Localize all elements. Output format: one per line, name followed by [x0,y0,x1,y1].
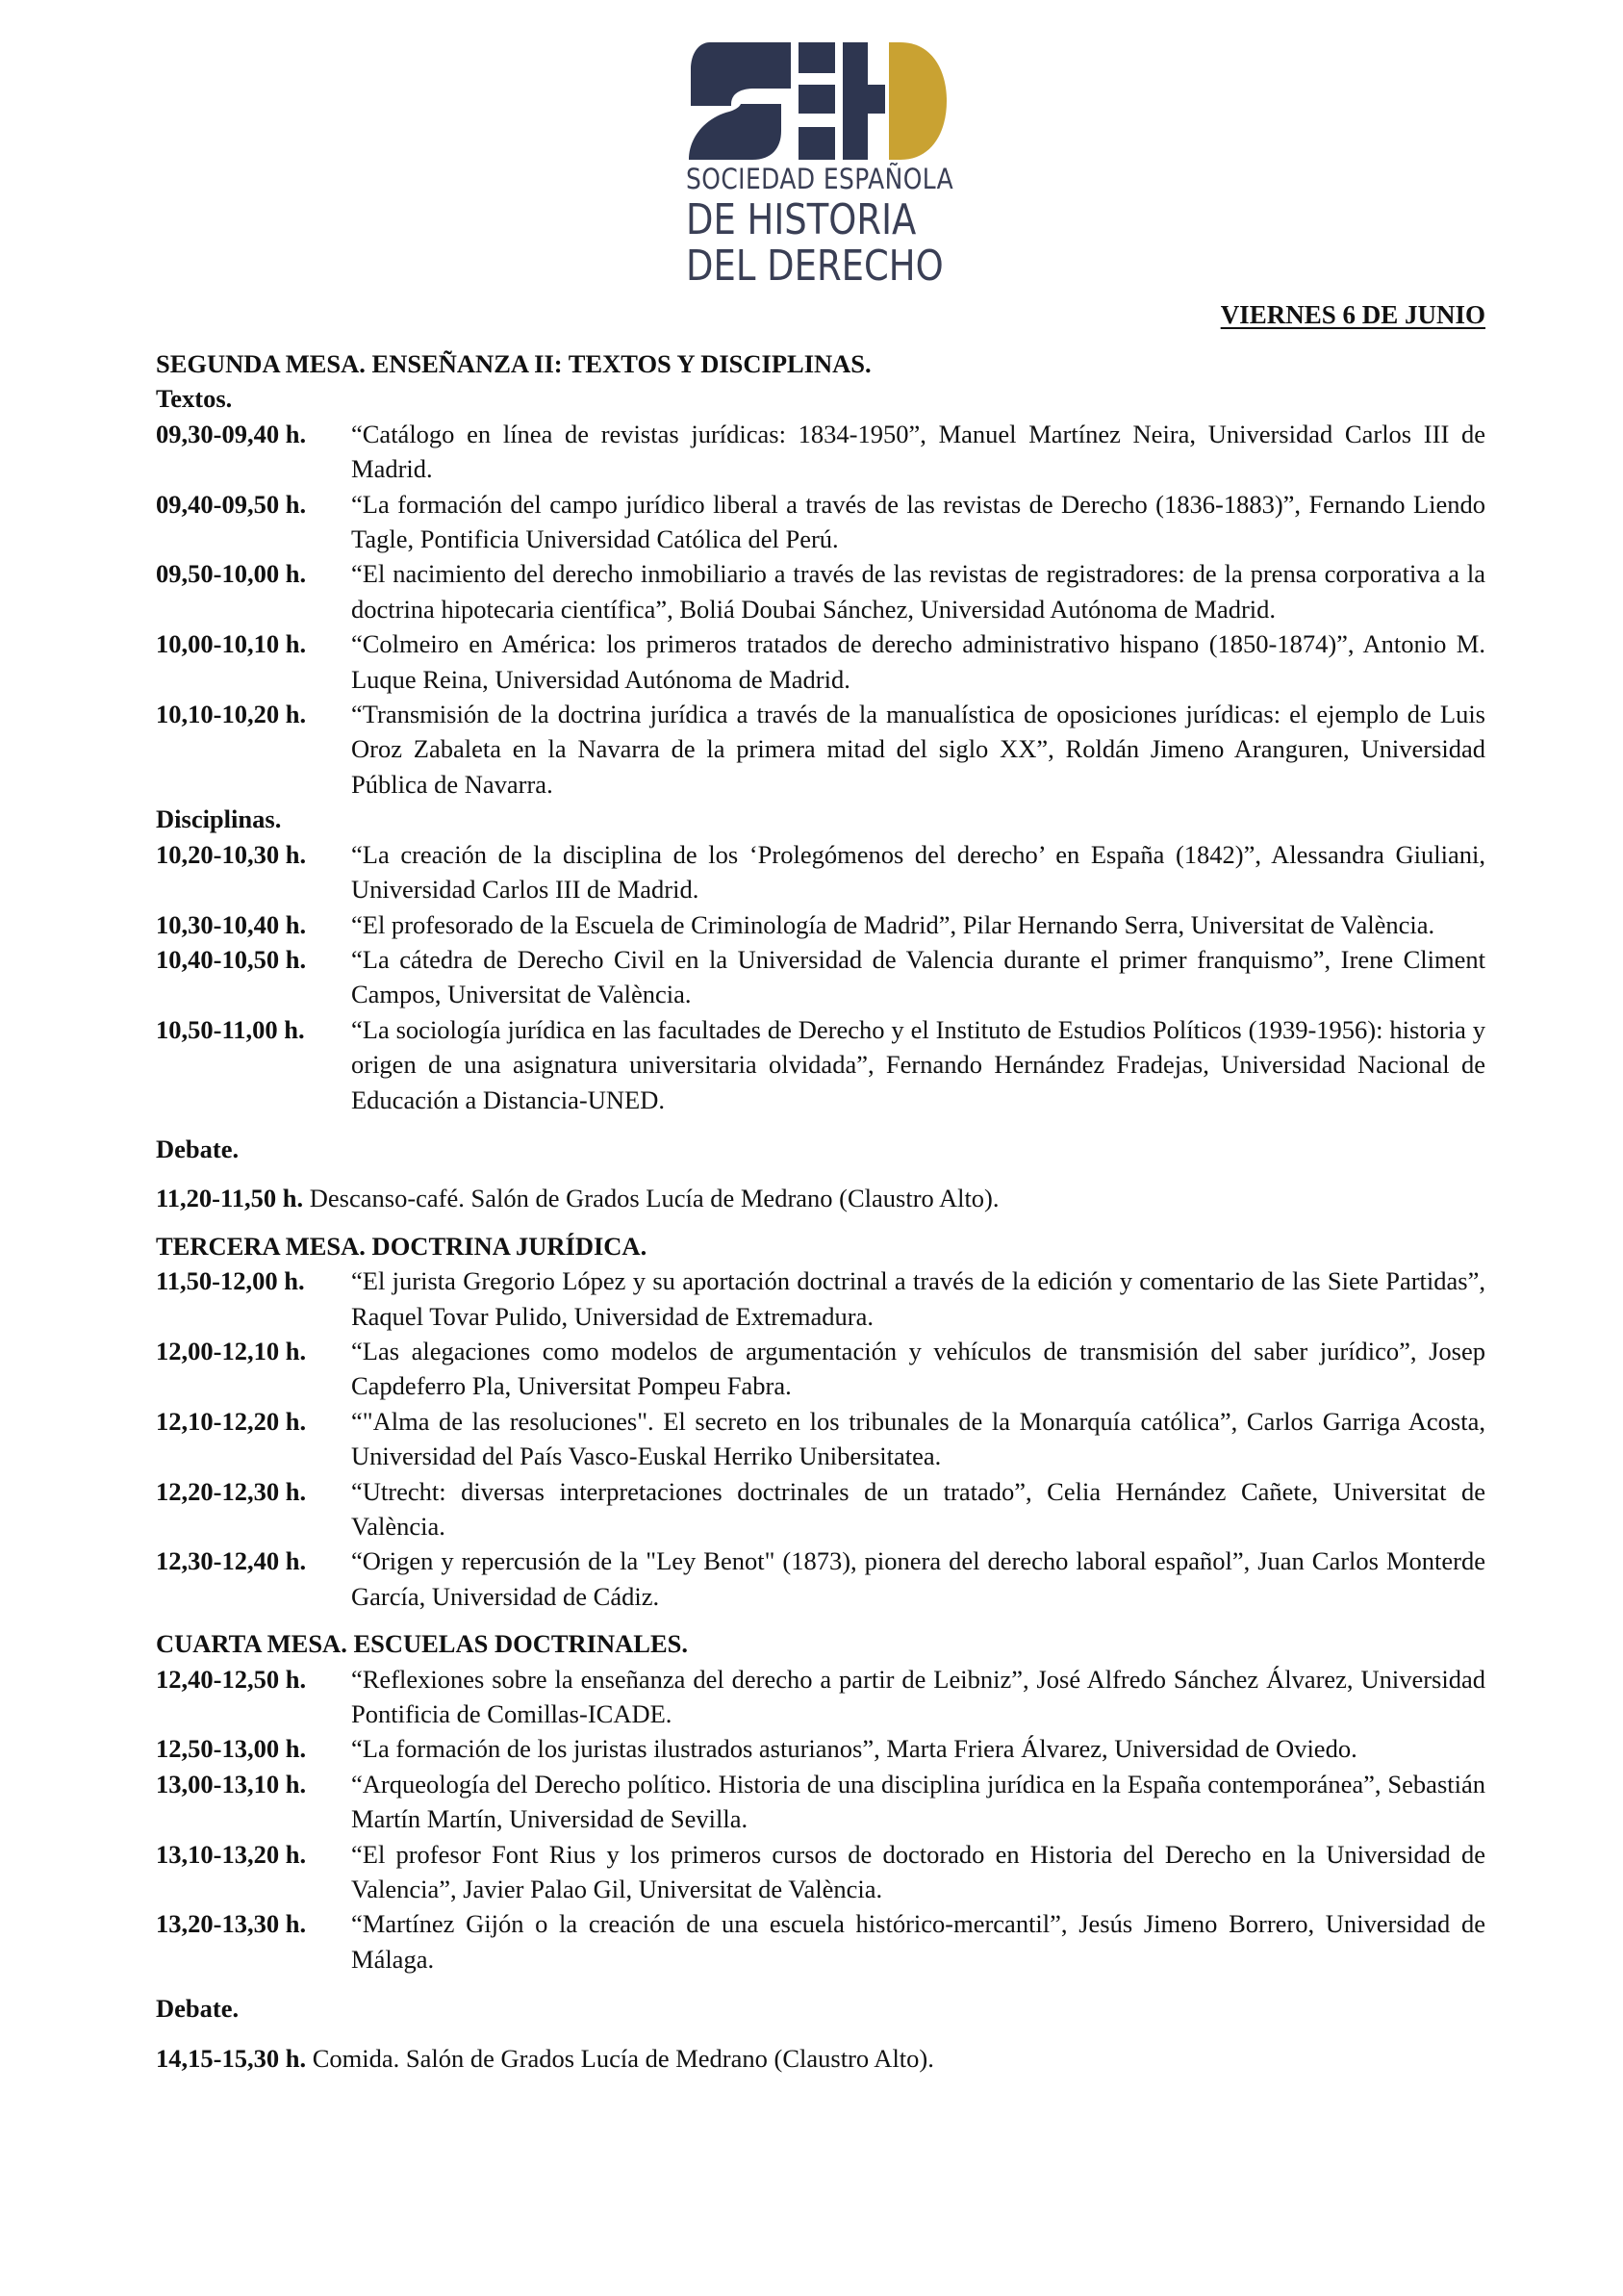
program-entry [156,1731,1485,1766]
program-entry [156,942,1485,1012]
disciplinas-label: Disciplinas. [156,804,282,834]
program-entry [156,1837,1485,1907]
entry-text: “"Alma de las resoluciones". El secreto en los tribunales de la Monarquía católica”, Carlos Garriga Acosta, Universidad del País Vasco-Euskal Herriko Unibersitatea. [351,1406,1485,1471]
logo-line-2: DE HISTORIA [686,195,917,244]
entry-time: 09,40-09,50 h. [156,489,307,519]
program-entry [156,556,1485,626]
entry-time: 13,00-13,10 h. [156,1769,307,1799]
entry-time: 10,30-10,40 h. [156,909,307,939]
lunch-text: Comida. Salón de Grados Lucía de Medrano (Claustro Alto). [312,2043,934,2073]
program-entry [156,907,1485,942]
entry-time: 10,20-10,30 h. [156,839,307,869]
textos-label: Textos. [156,384,233,414]
program-entry [156,1404,1485,1474]
mesa3-title: TERCERA MESA. DOCTRINA JURÍDICA. [156,1231,647,1261]
entry-text: “La sociología jurídica en las facultades de Derecho y el Instituto de Estudios Políticos (1939-1956): historia y origen de una asignatura universitaria olvidada”, Fernando Hernández Fradejas, Universidad Nacional de Educación a Distancia-UNED. [351,1014,1485,1114]
entry-text: “El profesor Font Rius y los primeros cursos de doctorado en Historia del Derecho en la Universidad de Valencia”, Javier Palao Gil, Universitat de València. [351,1839,1485,1904]
sehd-logo [683,35,954,291]
mesa4-title: CUARTA MESA. ESCUELAS DOCTRINALES. [156,1629,688,1659]
program-entry [156,697,1485,802]
entry-text: “Transmisión de la doctrina jurídica a través de la manualística de oposiciones jurídicas: el ejemplo de Luis Oroz Zabaleta en la Navarra de la primera mitad del siglo XX”, Roldán Jimeno Aranguren, Universidad Pública de Navarra. [351,700,1485,799]
program-entry [156,1543,1485,1614]
entry-text: “La formación del campo jurídico liberal a través de las revistas de Derecho (1836-1883)”, Fernando Liendo Tagle, Pontificia Universidad Católica del Perú. [351,489,1485,554]
entry-time: 09,30-09,40 h. [156,419,307,448]
entry-time: 12,00-12,10 h. [156,1336,307,1365]
debate-label: Debate. [156,1134,240,1163]
entry-time: 12,30-12,40 h. [156,1546,307,1576]
entry-time: 10,40-10,50 h. [156,944,307,974]
program-entry [156,1474,1485,1544]
entry-text: “Martínez Gijón o la creación de una escuela histórico-mercantil”, Jesús Jimeno Borrero, Universidad de Málaga. [351,1909,1485,1974]
entry-text: “La formación de los juristas ilustrados asturianos”, Marta Friera Álvarez, Universidad de Oviedo. [351,1734,1357,1764]
entry-text: “Las alegaciones como modelos de argumentación y vehículos de transmisión del saber jurídico”, Josep Capdeferro Pla, Universitat Pompeu Fabra. [351,1336,1485,1401]
sehd-logo-mark [683,35,952,166]
entry-text: “Catálogo en línea de revistas jurídicas: 1834-1950”, Manuel Martínez Neira, Universidad Carlos III de Madrid. [351,419,1485,484]
program-content [156,346,1485,2076]
entry-time: 12,20-12,30 h. [156,1476,307,1506]
program-entry [156,487,1485,557]
logo-line-3: DEL DERECHO [686,242,944,291]
entry-time: 11,50-12,00 h. [156,1266,305,1296]
program-entry [156,417,1485,487]
entry-text: “La creación de la disciplina de los ‘Prolegómenos del derecho’ en España (1842)”, Alessandra Giuliani, Universidad Carlos III de Madrid. [351,839,1485,905]
break-time: 11,20-11,50 h. [156,1184,304,1213]
date-heading: VIERNES 6 DE JUNIO [1220,300,1485,329]
program-entry [156,626,1485,697]
break-text: Descanso-café. Salón de Grados Lucía de Medrano (Claustro Alto). [309,1184,1000,1213]
entry-time: 13,20-13,30 h. [156,1909,307,1939]
entry-text: “El jurista Gregorio López y su aportación doctrinal a través de la edición y comentario de las Siete Partidas”, Raquel Tovar Pulido, Universidad de Extremadura. [351,1266,1485,1331]
entry-text: “El profesorado de la Escuela de Criminología de Madrid”, Pilar Hernando Serra, Universitat de València. [351,909,1435,939]
program-entry [156,1906,1485,1977]
entry-time: 10,10-10,20 h. [156,700,307,729]
entry-text: “Arqueología del Derecho político. Historia de una disciplina jurídica en la España contemporánea”, Sebastián Martín Martín, Universidad de Sevilla. [351,1769,1485,1834]
entry-text: “Origen y repercusión de la "Ley Benot" (1873), pionera del derecho laboral español”, Juan Carlos Monterde García, Universidad de Cádiz. [351,1546,1485,1611]
debate-label: Debate. [156,1994,240,2024]
program-entry [156,1662,1485,1732]
entry-text: “La cátedra de Derecho Civil en la Universidad de Valencia durante el primer franquismo”, Irene Climent Campos, Universitat de València. [351,944,1485,1009]
entry-time: 10,50-11,00 h. [156,1014,305,1044]
entry-time: 10,00-10,10 h. [156,629,307,659]
program-entry [156,1334,1485,1404]
entry-text: “El nacimiento del derecho inmobiliario a través de las revistas de registradores: de la prensa corporativa a la doctrina hipotecaria científica”, Boliá Doubai Sánchez, Universidad Autónoma de Madrid. [351,559,1485,624]
program-entry [156,1263,1485,1334]
program-entry [156,1767,1485,1837]
entry-time: 09,50-10,00 h. [156,559,307,589]
entry-time: 12,40-12,50 h. [156,1664,307,1694]
entry-time: 12,10-12,20 h. [156,1406,307,1436]
entry-time: 13,10-13,20 h. [156,1839,307,1869]
break-entry [156,1181,1485,1215]
program-entry [156,837,1485,907]
entry-text: “Utrecht: diversas interpretaciones doctrinales de un tratado”, Celia Hernández Cañete, Universitat de València. [351,1476,1485,1541]
entry-text: “Reflexiones sobre la enseñanza del derecho a partir de Leibniz”, José Alfredo Sánchez Álvarez, Universidad Pontificia de Comillas-ICADE. [351,1664,1485,1729]
entry-time: 12,50-13,00 h. [156,1734,307,1764]
mesa2-title: SEGUNDA MESA. ENSEÑANZA II: TEXTOS Y DISCIPLINAS. [156,349,872,378]
lunch-entry [156,2041,1485,2076]
program-entry [156,1012,1485,1117]
logo-line-1: SOCIEDAD ESPAÑOLA [686,163,954,195]
lunch-time: 14,15-15,30 h. [156,2043,307,2073]
entry-text: “Colmeiro en América: los primeros tratados de derecho administrativo hispano (1850-1874)”, Antonio M. Luque Reina, Universidad Autónoma de Madrid. [351,629,1485,694]
